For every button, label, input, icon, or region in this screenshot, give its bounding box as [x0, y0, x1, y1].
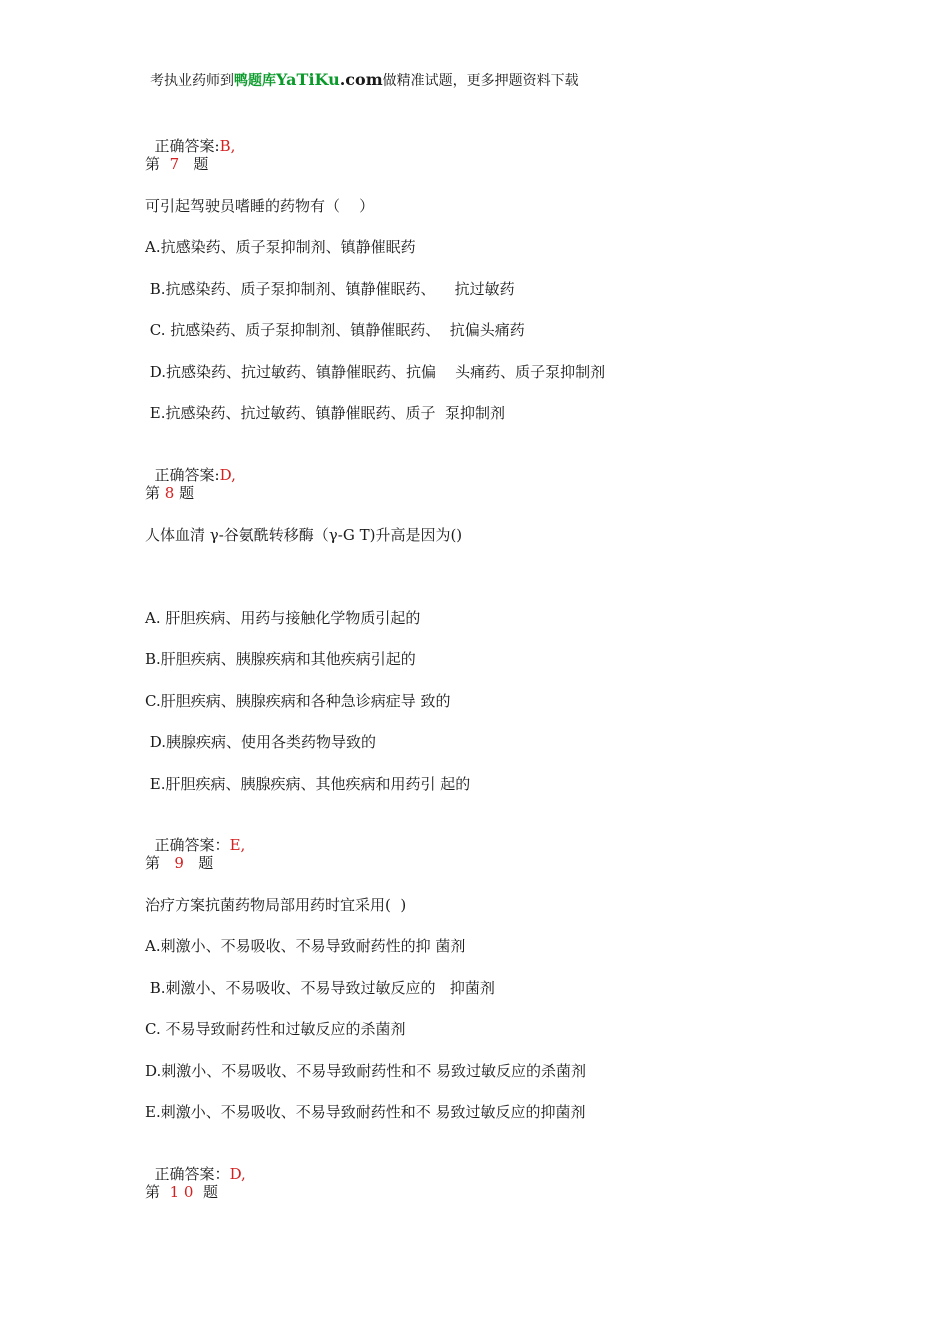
option-9e: E.刺激小、不易吸收、不易导致耐药性和不 易致过敏反应的抑菌剂: [145, 1103, 586, 1121]
answer-line-q6: [145, 116, 235, 156]
option-9d: D.刺激小、不易吸收、不易导致耐药性和不 易致过敏反应的杀菌剂: [145, 1062, 587, 1080]
page-header: [150, 70, 579, 90]
option-7b: B.抗感染药、质子泵抑制剂、镇静催眠药、 抗过敏药: [145, 280, 515, 298]
answer-line-q8: 正确答案：E,: [154, 836, 246, 854]
option-9b: B.刺激小、不易吸收、不易导致过敏反应的 抑菌剂: [145, 979, 495, 997]
option-9a: A.刺激小、不易吸收、不易导致耐药性的抑 菌剂: [145, 937, 466, 955]
option-7c: C. 抗感染药、质子泵抑制剂、镇静催眠药、 抗偏头痛药: [145, 321, 525, 339]
question-stem-7: 可引起驾驶员嗜睡的药物有（ ）: [145, 197, 375, 215]
option-8a: A. 肝胆疾病、用药与接触化学物质引起的: [145, 609, 421, 627]
option-7a: A.抗感染药、质子泵抑制剂、镇静催眠药: [145, 238, 416, 256]
option-8e: E.肝胆疾病、胰腺疾病、其他疾病和用药引 起的: [145, 775, 471, 793]
option-8c: C.肝胆疾病、胰腺疾病和各种急诊病症导 致的: [145, 692, 451, 710]
answer-label: 正确答案:: [154, 137, 220, 155]
question-stem-8: 人体血清 γ-谷氨酰转移酶（γ-G T)升高是因为(): [145, 526, 463, 544]
answer-line-q7: 正确答案:D,: [154, 466, 236, 484]
brand-domain[interactable]: .com: [339, 70, 383, 89]
option-8b: B.肝胆疾病、胰腺疾病和其他疾病引起的: [145, 650, 416, 668]
brand-name-en[interactable]: YaTiKu: [276, 70, 340, 89]
question-stem-9: 治疗方案抗菌药物局部用药时宜采用( ): [145, 896, 407, 914]
question-number-8: 第 8 题: [145, 484, 195, 502]
option-7e: E.抗感染药、抗过敏药、镇静催眠药、质子 泵抑制剂: [145, 404, 506, 422]
header-suffix: 做精准试题，更多押题资料下载: [382, 73, 579, 89]
option-9c: C. 不易导致耐药性和过敏反应的杀菌剂: [145, 1020, 406, 1038]
brand-name-cn[interactable]: 鸭题库: [234, 73, 276, 89]
header-prefix: 考执业药师到: [150, 73, 234, 89]
question-number-10: 第 1 0 题: [145, 1183, 218, 1201]
answer-value: B,: [219, 137, 236, 155]
question-number-9: 第 9 题: [145, 854, 214, 872]
question-number-7: 第 7 题: [145, 155, 209, 173]
option-8d: D.胰腺疾病、使用各类药物导致的: [145, 733, 377, 751]
option-7d: D.抗感染药、抗过敏药、镇静催眠药、抗偏 头痛药、质子泵抑制剂: [145, 363, 606, 381]
answer-line-q9: 正确答案：D,: [154, 1165, 246, 1183]
